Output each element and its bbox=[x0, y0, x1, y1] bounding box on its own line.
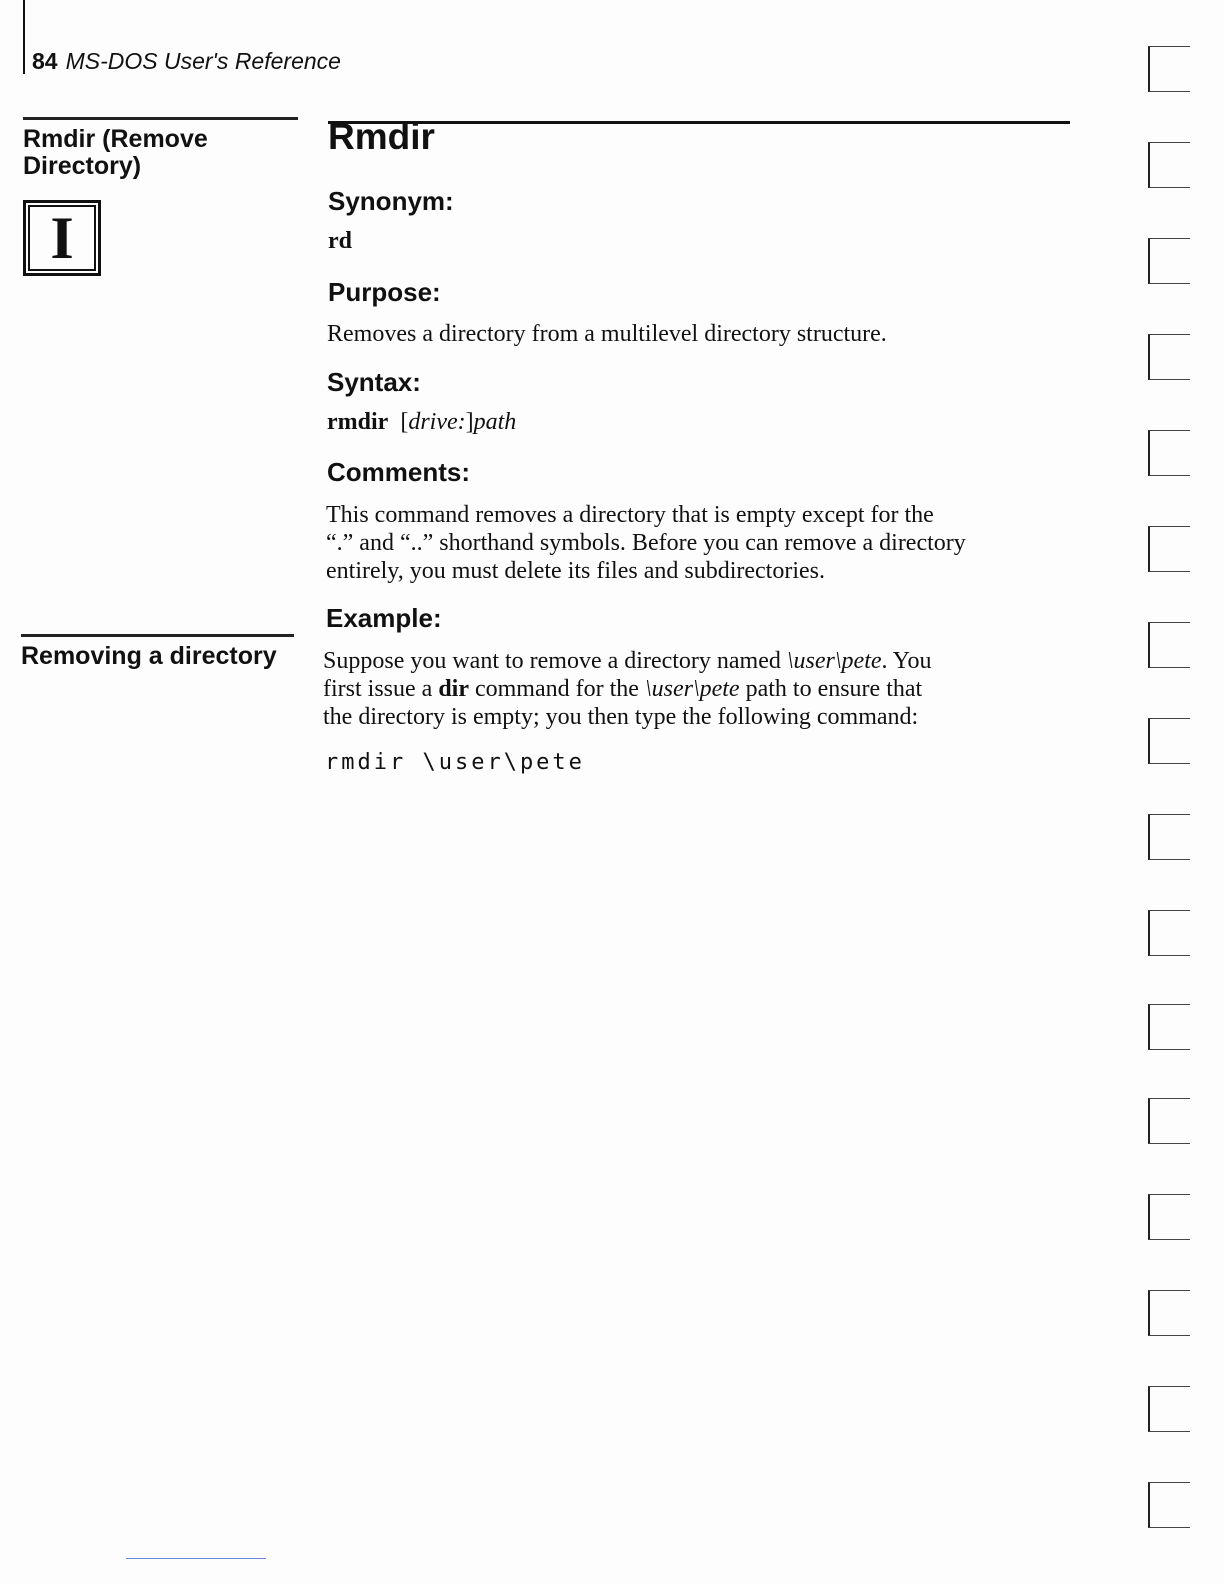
sidebar-title: Rmdir (Remove Directory) bbox=[23, 125, 208, 180]
thumb-tab bbox=[1148, 238, 1190, 284]
comments-text bbox=[326, 501, 1066, 585]
page-number: 84 bbox=[32, 48, 58, 74]
page-header bbox=[32, 48, 341, 75]
comments-line: “.” and “..” shorthand symbols. Before you can remove a directory bbox=[326, 530, 966, 556]
example-path: \user\pete bbox=[786, 648, 882, 674]
syntax-path: path bbox=[473, 409, 517, 435]
syntax-command: rmdir bbox=[327, 409, 389, 435]
syntax-open-bracket: [ bbox=[400, 409, 409, 435]
sidebar-rule-example bbox=[21, 634, 294, 637]
synonym-label: Synonym: bbox=[328, 186, 454, 216]
thumb-tab bbox=[1148, 142, 1190, 188]
synonym-value: rd bbox=[328, 228, 352, 254]
example-line bbox=[323, 647, 1068, 675]
header-rule bbox=[23, 0, 25, 74]
footer-line bbox=[126, 1558, 266, 1559]
sidebar-rule-top bbox=[23, 117, 298, 120]
thumb-tab bbox=[1148, 1386, 1190, 1432]
thumb-tab bbox=[1148, 526, 1190, 572]
example-line bbox=[323, 675, 1068, 703]
thumb-tab bbox=[1148, 622, 1190, 668]
thumb-tab bbox=[1148, 46, 1190, 92]
purpose-label: Purpose: bbox=[328, 277, 441, 307]
command-title: Rmdir bbox=[328, 116, 435, 157]
thumb-tab bbox=[1148, 1098, 1190, 1144]
example-text-part: path to ensure that bbox=[739, 676, 923, 702]
example-text-part: Suppose you want to remove a directory named bbox=[323, 648, 787, 674]
example-text-part: first issue a bbox=[323, 676, 439, 702]
thumb-tab bbox=[1148, 1004, 1190, 1050]
thumb-tab bbox=[1148, 334, 1190, 380]
thumb-tab bbox=[1148, 814, 1190, 860]
example-code: rmdir \user\pete bbox=[325, 750, 585, 775]
purpose-text: Removes a directory from a multilevel directory structure. bbox=[327, 321, 887, 347]
thumb-tab bbox=[1148, 718, 1190, 764]
syntax-close-bracket: ] bbox=[465, 409, 474, 435]
example-dir-command: dir bbox=[438, 676, 469, 702]
example-label: Example: bbox=[326, 603, 442, 633]
syntax-line bbox=[327, 408, 516, 436]
example-text bbox=[323, 647, 1068, 731]
thumb-tab bbox=[1148, 910, 1190, 956]
syntax-label: Syntax: bbox=[327, 367, 421, 397]
thumb-tab bbox=[1148, 1194, 1190, 1240]
comments-line: entirely, you must delete its files and subdirectories. bbox=[326, 558, 825, 584]
example-text-part: command for the bbox=[468, 676, 645, 702]
book-title: MS-DOS User's Reference bbox=[65, 48, 341, 74]
example-text-part: . You bbox=[881, 648, 932, 674]
thumb-tab bbox=[1148, 1290, 1190, 1336]
level-badge: I bbox=[23, 200, 101, 276]
example-line: the directory is empty; you then type the following command: bbox=[323, 704, 919, 730]
comments-label: Comments: bbox=[327, 457, 471, 487]
thumb-tab bbox=[1148, 430, 1190, 476]
thumb-tab bbox=[1148, 1482, 1190, 1528]
syntax-drive: drive: bbox=[408, 409, 466, 435]
sidebar-example-title: Removing a directory bbox=[21, 642, 277, 670]
example-path: \user\pete bbox=[644, 676, 740, 702]
comments-line: This command removes a directory that is empty except for the bbox=[326, 502, 934, 528]
main-rule bbox=[328, 121, 1070, 124]
